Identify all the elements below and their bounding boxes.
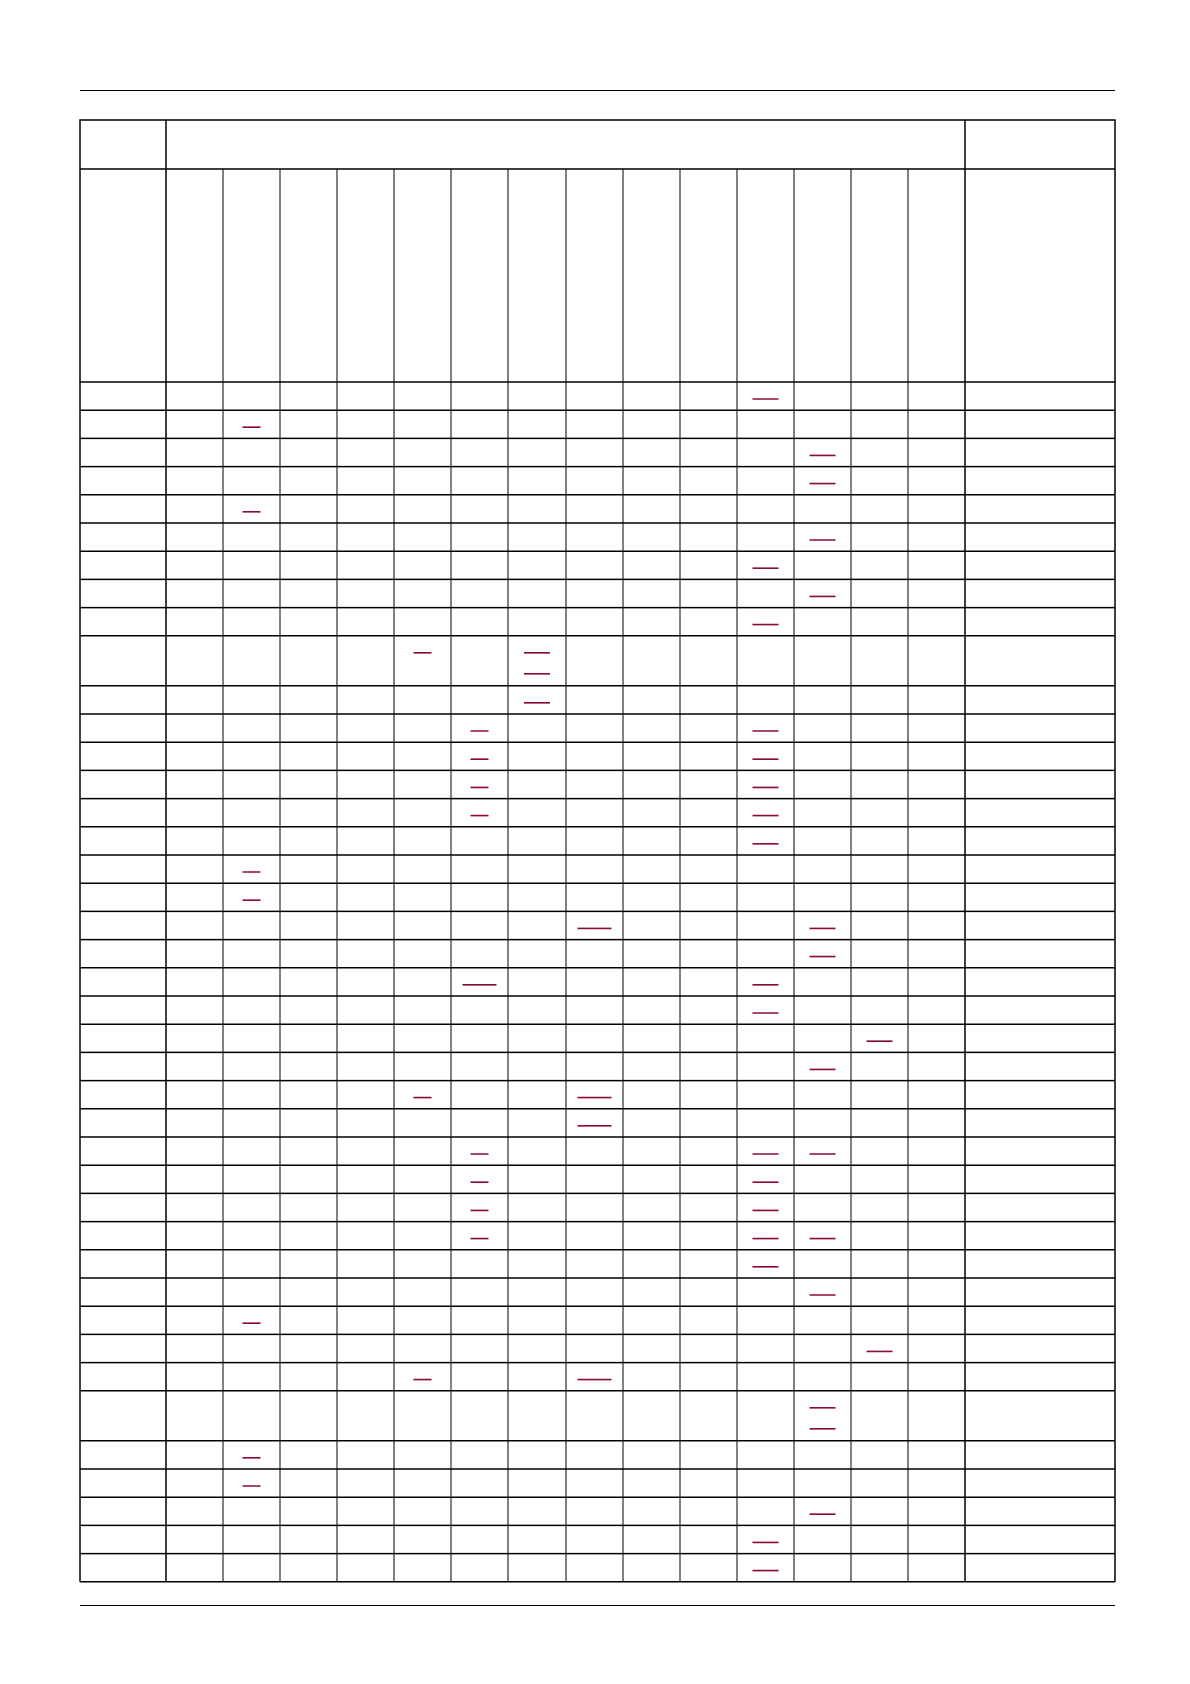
table-row [80,1052,1115,1080]
table-row [80,1081,1115,1109]
table-row [80,1554,1115,1582]
table-row [80,1334,1115,1362]
table-row [80,1024,1115,1052]
table-header [80,120,1115,382]
table-row [80,686,1115,714]
table-row [80,438,1115,466]
table-row [80,911,1115,939]
table-row [80,799,1115,827]
table-row [80,1391,1115,1441]
table-row [80,579,1115,607]
table-row [80,742,1115,770]
table-row [80,495,1115,523]
table-row [80,467,1115,495]
table-row [80,636,1115,686]
table-row [80,1109,1115,1137]
table-row [80,1193,1115,1221]
table-row [80,996,1115,1024]
table-row [80,1469,1115,1497]
table-row [80,855,1115,883]
table-row [80,1278,1115,1306]
table-row [80,968,1115,996]
table-row [80,1363,1115,1391]
table-row [80,1137,1115,1165]
table-row [80,608,1115,636]
table-row [80,940,1115,968]
table-row [80,714,1115,742]
table-row [80,1497,1115,1525]
table-row [80,1525,1115,1553]
table-row [80,523,1115,551]
table-row [80,827,1115,855]
table-row [80,551,1115,579]
table-row [80,1250,1115,1278]
table-row [80,883,1115,911]
table-row [80,1441,1115,1469]
table-row [80,770,1115,798]
table-row [80,1222,1115,1250]
table-row [80,1306,1115,1334]
table-row [80,382,1115,410]
table-row [80,410,1115,438]
table-row [80,1165,1115,1193]
